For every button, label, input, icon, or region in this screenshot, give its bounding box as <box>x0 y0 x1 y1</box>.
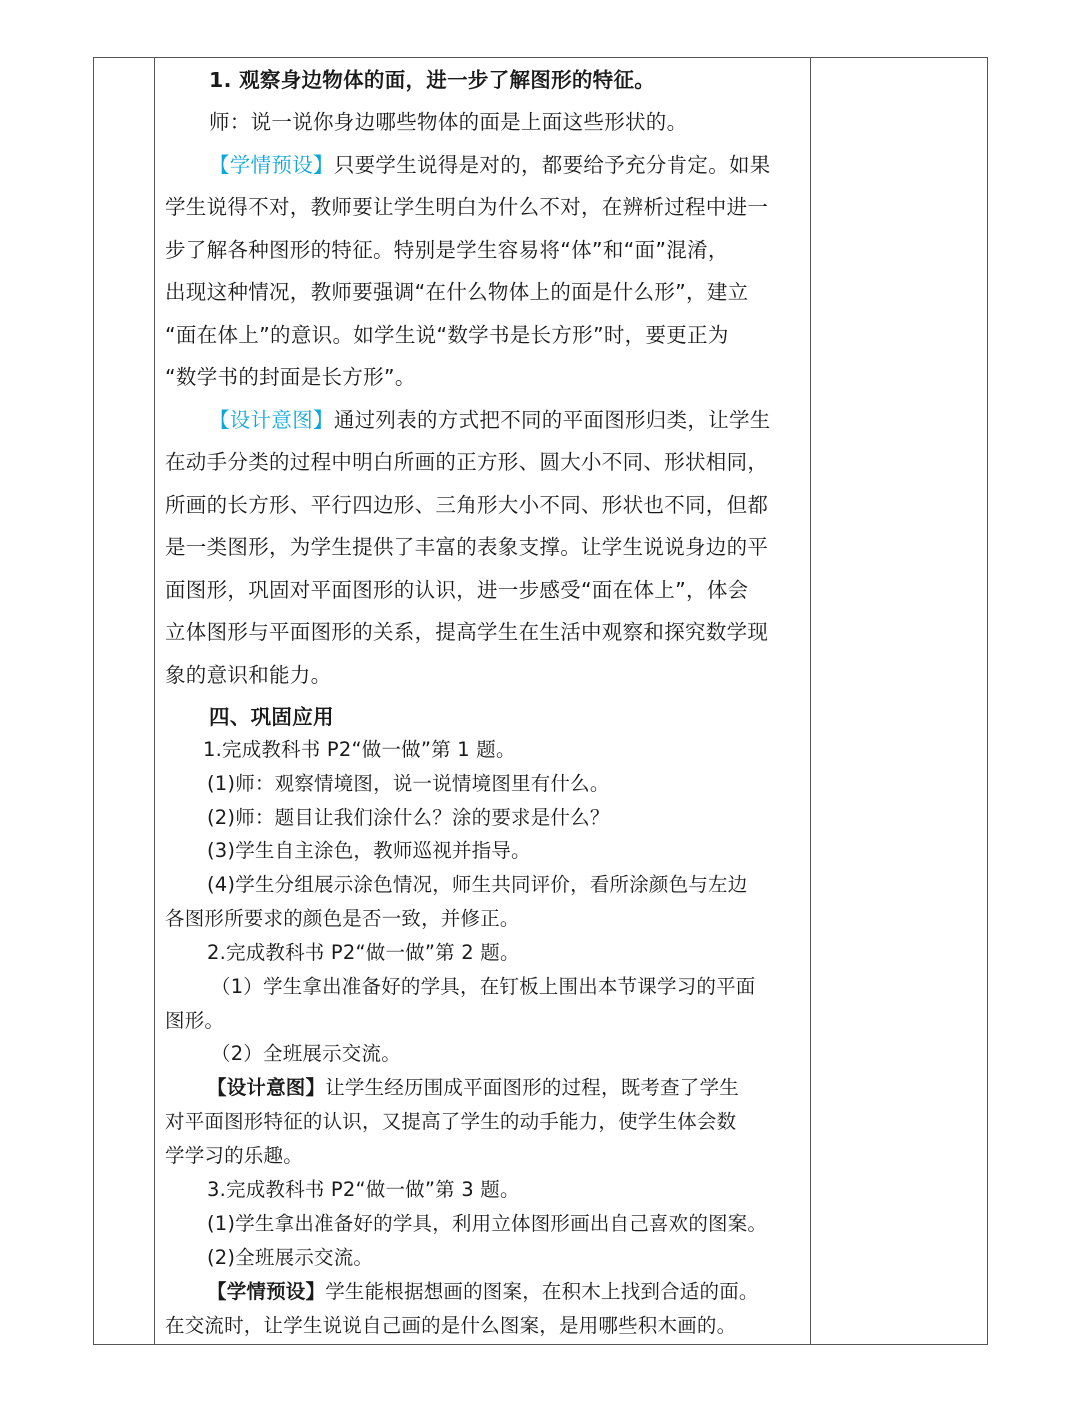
paragraph <box>165 611 805 654</box>
highlight-label: 【学情预设】 <box>209 153 334 177</box>
text-run: 对平面图形特征的认识，又提高了学生的动手能力，使学生体会数 <box>165 1110 737 1133</box>
text-run: (4)学生分组展示涂色情况，师生共同评价，看所涂颜色与左边 <box>207 873 748 896</box>
paragraph <box>165 1309 805 1343</box>
exercise-step <box>211 970 851 1004</box>
paragraph <box>165 186 805 229</box>
exercise-step <box>207 767 847 801</box>
exercise-step <box>207 1207 847 1241</box>
text-run: 1.完成教科书 P2“做一做”第 1 题。 <box>203 738 516 761</box>
text-run: 学生说得不对，教师要让学生明白为什么不对，在辨析过程中进一 <box>165 195 769 219</box>
highlight-label: 【设计意图】 <box>209 408 334 432</box>
exercise-step <box>207 801 847 835</box>
exercise-step <box>207 834 847 868</box>
paragraph <box>209 399 849 442</box>
exercise-step <box>165 902 805 936</box>
bold-text: 【学情预设】 <box>207 1280 326 1303</box>
text-run: (2)师：题目让我们涂什么？涂的要求是什么？ <box>207 806 610 829</box>
text-run: (1)师：观察情境图，说一说情境图里有什么。 <box>207 772 610 795</box>
paragraph <box>165 271 805 314</box>
text-run: 2.完成教科书 P2“做一做”第 2 题。 <box>207 941 520 964</box>
text-run: 让学生经历围成平面图形的过程，既考查了学生 <box>325 1076 739 1099</box>
text-run: (1)学生拿出准备好的学具，利用立体图形画出自己喜欢的图案。 <box>207 1212 768 1235</box>
text-run: 面图形，巩固对平面图形的认识，进一步感受“面在体上”，体会 <box>165 578 749 602</box>
text-run: 师：说一说你身边哪些物体的面是上面这些形状的。 <box>209 110 688 134</box>
paragraph <box>165 569 805 612</box>
paragraph <box>165 654 805 697</box>
paragraph <box>207 1275 847 1309</box>
paragraph <box>165 314 805 357</box>
text-run: 在动手分类的过程中明白所画的正方形、圆大小不同、形状相同， <box>165 450 769 474</box>
text-run: (2)全班展示交流。 <box>207 1246 374 1269</box>
text-run: “面在体上”的意识。如学生说“数学书是长方形”时，要更正为 <box>165 323 729 347</box>
text-run: 立体图形与平面图形的关系，提高学生在生活中观察和探究数学现 <box>165 620 769 644</box>
text-run: 只要学生说得是对的，都要给予充分肯定。如果 <box>333 153 771 177</box>
section-heading-observe <box>209 59 849 102</box>
text-run: 所画的长方形、平行四边形、三角形大小不同、形状也不同，但都 <box>165 493 769 517</box>
paragraph <box>165 1105 805 1139</box>
bold-text: 1. 观察身边物体的面，进一步了解图形的特征。 <box>209 68 656 92</box>
text-run: 通过列表的方式把不同的平面图形归类，让学生 <box>333 408 771 432</box>
exercise-step <box>207 1241 847 1275</box>
paragraph <box>209 144 849 187</box>
text-run: 3.完成教科书 P2“做一做”第 3 题。 <box>207 1178 520 1201</box>
paragraph <box>165 526 805 569</box>
text-run: 学学习的乐趣。 <box>165 1144 303 1167</box>
bold-text: 【设计意图】 <box>207 1076 326 1099</box>
exercise-step <box>207 868 847 902</box>
text-run: （2）全班展示交流。 <box>211 1042 401 1065</box>
text-run: 图形。 <box>165 1009 225 1032</box>
exercise-item <box>203 733 843 767</box>
paragraph <box>207 1071 847 1105</box>
paragraph <box>165 229 805 272</box>
exercise-item <box>207 936 847 970</box>
text-run: (3)学生自主涂色，教师巡视并指导。 <box>207 839 531 862</box>
bold-text: 四、巩固应用 <box>209 705 334 729</box>
paragraph <box>209 101 849 144</box>
paragraph <box>165 356 805 399</box>
paragraph <box>165 441 805 484</box>
exercise-step <box>211 1037 851 1071</box>
text-run: 在交流时，让学生说说自己画的是什么图案，是用哪些积木画的。 <box>165 1314 737 1337</box>
text-run: 各图形所要求的颜色是否一致，并修正。 <box>165 907 520 930</box>
text-run: 学生能根据想画的图案，在积木上找到合适的面。 <box>325 1280 759 1303</box>
paragraph <box>165 484 805 527</box>
paragraph <box>165 1139 805 1173</box>
table-divider-left <box>154 58 155 1344</box>
text-run: 出现这种情况，教师要强调“在什么物体上的面是什么形”，建立 <box>165 280 749 304</box>
exercise-item <box>207 1173 847 1207</box>
text-run: 步了解各种图形的特征。特别是学生容易将“体”和“面”混淆， <box>165 238 729 262</box>
exercise-step <box>165 1004 805 1038</box>
text-run: 象的意识和能力。 <box>165 663 332 687</box>
text-run: “数学书的封面是长方形”。 <box>165 365 416 389</box>
text-run: （1）学生拿出准备好的学具，在钉板上围出本节课学习的平面 <box>211 975 756 998</box>
text-run: 是一类图形，为学生提供了丰富的表象支撑。让学生说说身边的平 <box>165 535 769 559</box>
